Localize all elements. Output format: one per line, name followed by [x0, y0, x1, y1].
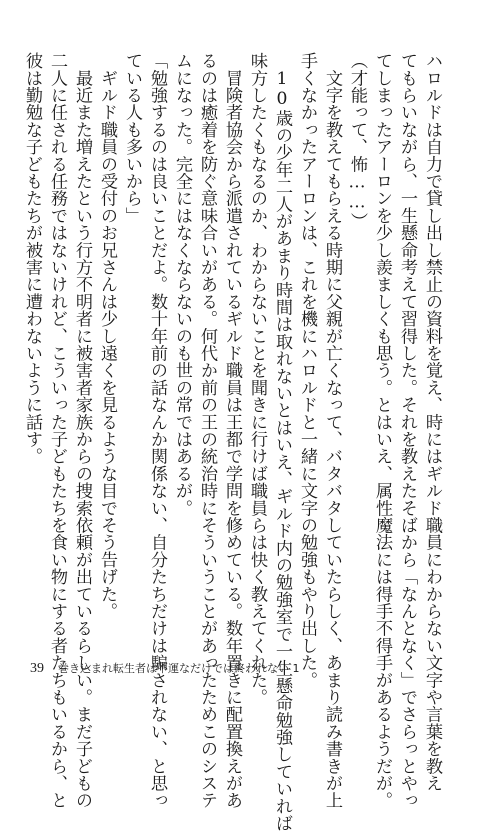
body-text-line: 文字を教えてもらえる時期に父親が亡くなって、バタバタしていたらしく、あまり読み書きが上: [322, 52, 342, 809]
body-text-line: ている人も多いから」: [122, 52, 142, 224]
body-text-line: てもらいながら、一生懸命考えて習得した。それを教えたそばから「なんとなく」でさらっとやっ: [397, 52, 417, 809]
body-text-line: ギルド職員の受付のお兄さんは少し遠くを見るような目でそう告げた。: [97, 52, 117, 620]
body-text-line: 彼は勤勉な子どもたちが被害に遭わないように話す。: [22, 52, 42, 465]
body-text-line: 二人に任される任務ではないけれど、こういった子どもたちを食い物にする者たちもいるから、と: [47, 52, 67, 809]
body-text-line: てしまったアーロンを少し羨ましくも思う。とはいえ、属性魔法には得手不得手があるようだが。: [372, 52, 392, 809]
body-text-line: 味方したくもなるのか、わからないことを聞きに行けば職員らは快く教えてくれた。: [247, 52, 267, 706]
body-text-line: （才能って、怖……）: [347, 52, 367, 230]
body-text-line: 冒険者協会から派遣されているギルド職員は王都で学問を修めている。数年置きに配置換えがあ: [222, 52, 242, 809]
body-text-line: るのは癒着を防ぐ意味合いがある。何代か前の王の統治時にそういうことがあったためこのシステ: [197, 52, 217, 809]
page-number: 39: [30, 661, 44, 676]
body-text-line: ムになった。完全にはなくならないのも世の常ではあるが。: [172, 52, 192, 517]
page-footer: [30, 660, 300, 677]
body-text-line: 10歳の少年二人があまり時間は取れないとはいえ、ギルド内の勉強室で一生懸命勉強していれば: [272, 52, 292, 832]
body-text-line: 「勉強するのは良いことだよ。数十年前の話なんか関係ない、自分たちだけは騙されない、と思っ: [147, 52, 167, 809]
body-text-line: 手くなかったアーロンは、これを機にハロルドと一緒に文字の勉強もやり出した。: [297, 52, 317, 689]
running-title: 巻き込まれ転生者は不運なだけでは終われない 1: [58, 662, 300, 675]
body-text-line: ハロルドは自力で貸し出し禁止の資料を覚え、時にはギルド職員にわからない文字や言葉を教え: [422, 52, 442, 792]
body-text-line: 最近また増えたという行方不明者に被害者家族からの捜索依頼が出ているらしい。まだ子どもの: [72, 52, 92, 809]
